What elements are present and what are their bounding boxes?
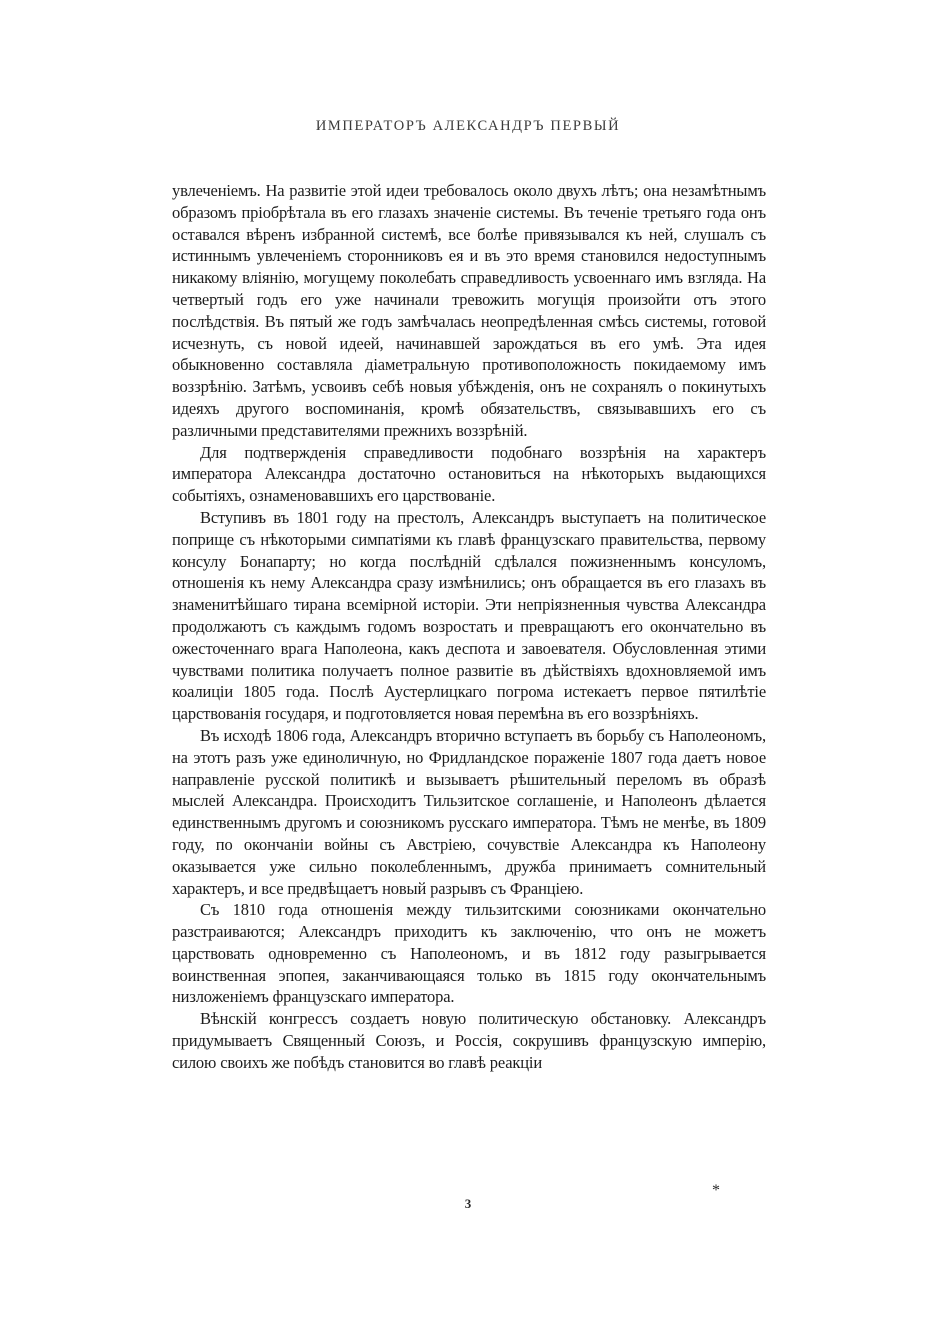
paragraph: увлеченіемъ. На развитіе этой идеи требовалось около двухъ лѣтъ; она незамѣтнымъ образомъ пріобрѣтала въ его глазахъ значеніе системы. Въ теченіе третьяго года онъ оставался вѣренъ избранной системѣ, все болѣе привязывался къ ней, слушалъ съ истиннымъ увлеченіемъ сторонниковъ ея и въ это время становился недоступнымъ никакому вліянію, могущему поколебать справедливость усвоеннаго имъ взгляда. На четвертый годъ его уже начинали тревожить могущія произойти отъ этого послѣдствія. Въ пятый же годъ замѣчалась неопредѣленная смѣсь системы, готовой исчезнуть, съ новой идеей, начинавшей зарождаться въ его умѣ. Эта идея обыкновенно составляла діаметральную противоположность покидаемому имъ воззрѣнію. Затѣмъ, усвоивъ себѣ новыя убѣжденія, онъ не сохранялъ о покинутыхъ идеяхъ другого воспоминанія, кромѣ обязательствъ, связывавшихъ его съ различными представителями прежнихъ воззрѣній. [172, 181, 766, 440]
paragraph: Въ исходѣ 1806 года, Александръ вторично вступаетъ въ борьбу съ Наполеономъ, на этотъ разъ уже единоличную, но Фридландское пораженіе 1807 года даетъ новое направленіе русской политикѣ и вызываетъ рѣшительный переломъ въ образѣ мыслей Александра. Происходитъ Тильзитское соглашеніе, и Наполеонъ дѣлается единственнымъ другомъ и союзникомъ русскаго императора. Тѣмъ не менѣе, въ 1809 году, по окончаніи войны съ Австріею, сочувствіе Александра къ Наполеону оказывается уже сильно поколебленнымъ, дружба принимаетъ сомнительный характеръ, и все предвѣщаетъ новый разрывъ съ Франціею. [172, 725, 766, 898]
paragraph: Съ 1810 года отношенія между тильзитскими союзниками окончательно разстраиваются; Александръ приходитъ къ заключенію, что онъ не можетъ царствовать одновременно съ Наполеономъ, и въ 1812 году разыгрывается воинственная эпопея, заканчивающаяся только въ 1815 году окончательнымъ низложеніемъ французскаго императора. [172, 900, 766, 1007]
body-text [172, 180, 766, 1074]
paragraph: Вѣнскій конгрессъ создаетъ новую политическую обстановку. Александръ придумываетъ Священный Союзъ, и Россія, сокрушивъ французскую имперію, силою своихъ же побѣдъ становится во главѣ реакціи [172, 1009, 766, 1072]
running-title: ИМПЕРАТОРЪ АЛЕКСАНДРЪ ПЕРВЫЙ [315, 118, 621, 134]
signature-mark: * [712, 1182, 720, 1199]
paragraph: Для подтвержденія справедливости подобнаго воззрѣнія на характеръ императора Александра достаточно остановиться на нѣкоторыхъ выдающихся событіяхъ, ознаменовавшихъ его царствованіе. [172, 442, 766, 506]
paragraph: Вступивъ въ 1801 году на престолъ, Александръ выступаетъ на политическое поприще съ нѣкоторыми симпатіями къ главѣ французскаго правительства, первому консулу Бонапарту; но когда послѣдній сдѣлался пожизненнымъ консуломъ, отношенія къ нему Александра сразу измѣнились; онъ обращается въ его глазахъ въ знаменитѣйшаго тирана всемірной исторіи. Эти непріязненныя чувства Александра продолжаютъ съ каждымъ годомъ возростать и превращаютъ его окончательно въ ожесточеннаго врага Наполеона, какъ деспота и завоевателя. Обусловленная этими чувствами политика получаетъ полное развитіе въ дѣйствіяхъ вдохновляемой имъ коалиціи 1805 года. Послѣ Аустерлицкаго погрома истекаетъ первое пятилѣтіе царствованія государя, и подготовляется новая перемѣна въ его воззрѣніяхъ. [172, 507, 766, 724]
page-number: 3 [464, 1196, 472, 1211]
